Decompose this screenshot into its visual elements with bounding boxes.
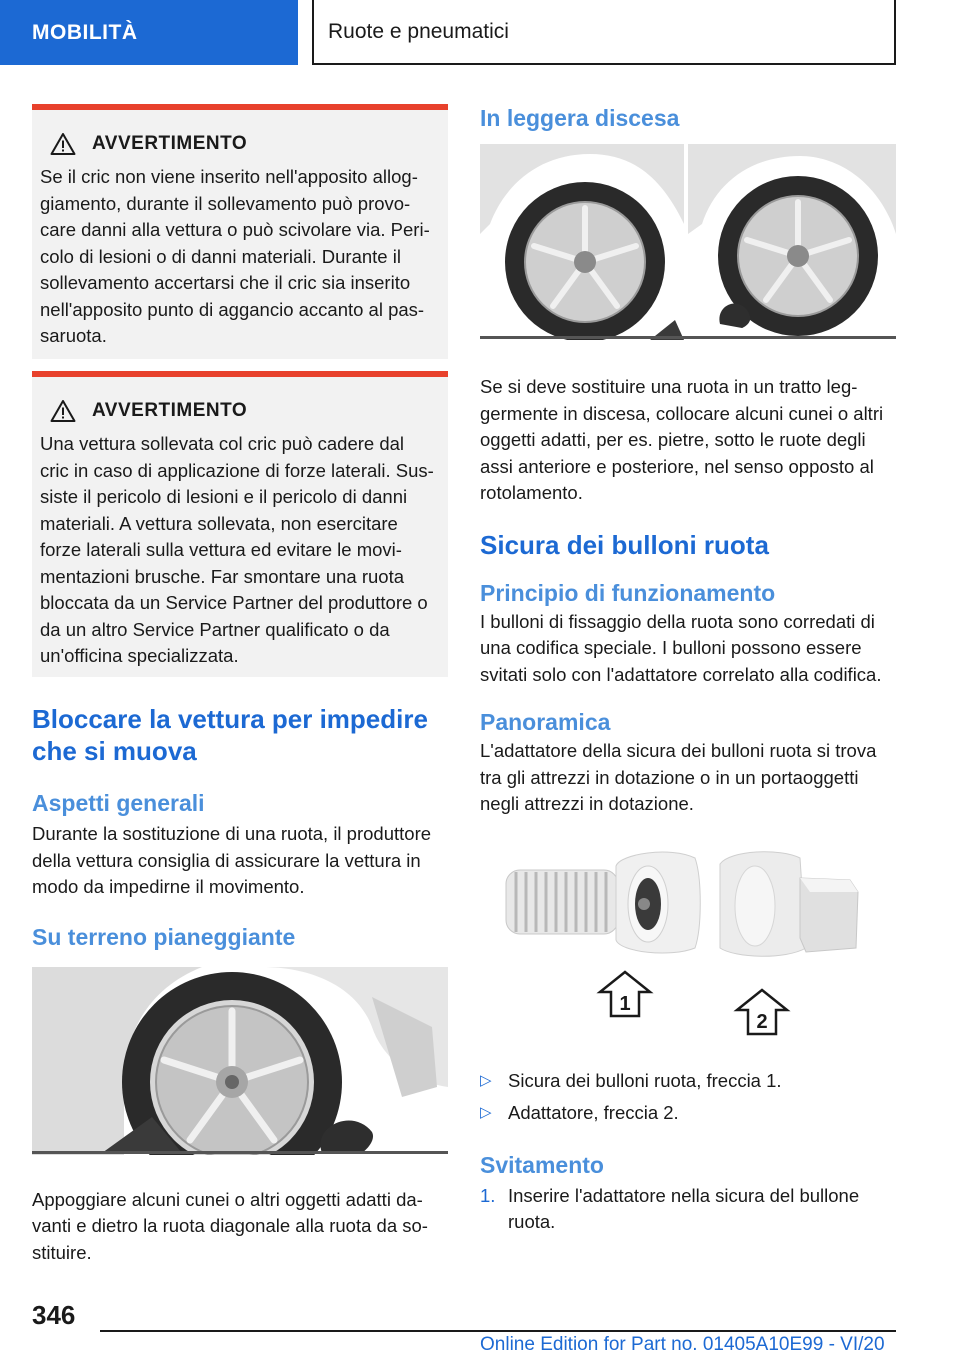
arrow-2-label: 2 bbox=[756, 1010, 768, 1033]
footer-edition: Online Edition for Part no. 01405A10E99 - VI/20 bbox=[480, 1334, 885, 1355]
triangle-bullet-icon: ▷ bbox=[480, 1071, 492, 1089]
warning-triangle-icon bbox=[50, 132, 76, 156]
left-column bbox=[32, 104, 448, 1266]
warning-text: Una vettura sollevata col cric può cadere dal cric in caso di applicazione di forze laterali. Sus- siste il pericolo di lesioni e il pericolo di danni materiali. A vettura sollevata, non esercitare forze laterali sulla vettura ed evitare le movi- mentazioni brusche. Far smontare una ruota bloccata da un Service Partner del produttore o da un altro Service Partner qualificato o da un'officina specializzata. bbox=[40, 433, 434, 666]
adapter-illustration bbox=[720, 851, 858, 956]
list-item: ▷ Sicura dei bulloni ruota, freccia 1. bbox=[480, 1068, 896, 1095]
illustration-wheel-chocks-flat bbox=[32, 967, 448, 1155]
arrow-1-icon bbox=[600, 972, 650, 1016]
subheading-flat-ground: Su terreno pianeggiante bbox=[32, 923, 296, 950]
right-column bbox=[480, 104, 896, 1236]
warning-title: AVVERTIMENTO bbox=[92, 400, 248, 421]
warning-triangle-icon bbox=[50, 399, 76, 423]
footer-divider bbox=[100, 1330, 896, 1332]
paragraph-principle: I bulloni di fissaggio della ruota sono corredati di una codifica speciale. I bulloni possono essere svitati solo con l'adattatore correlato alla codifica. bbox=[480, 610, 882, 685]
paragraph-overview: L'adattatore della sicura dei bulloni ruota si trova tra gli attrezzi in dotazione o in un portaoggetti negli attrezzi in dotazione. bbox=[480, 740, 877, 814]
warning-box-jack-position bbox=[32, 104, 448, 359]
paragraph-slope: Se si deve sostituire una ruota in un tratto leg- germente in discesa, collocare alcuni cunei o altri oggetti adatti, per es. pietre, sotto le ruote degli assi anteriore e posteriore, nel senso opposto al rotolamento. bbox=[480, 376, 884, 503]
arrow-2-icon bbox=[737, 990, 787, 1034]
arrow-1-label: 1 bbox=[619, 992, 631, 1015]
section-heading-wheel-lock: Sicura dei bulloni ruota bbox=[480, 529, 769, 560]
paragraph-flat-ground: Appoggiare alcuni cunei o altri oggetti adatti da- vanti e dietro la ruota diagonale alla ruota da so- stituire. bbox=[32, 1188, 428, 1263]
illustration-wheel-lock-adapter bbox=[480, 848, 896, 1048]
warning-title: AVVERTIMENTO bbox=[92, 133, 248, 154]
section-tab: MOBILITÀ bbox=[0, 0, 298, 65]
subheading-overview: Panoramica bbox=[480, 709, 611, 735]
warning-box-lifted-vehicle bbox=[32, 371, 448, 677]
subheading-general: Aspetti generali bbox=[32, 790, 205, 816]
list-item: ▷ Adattatore, freccia 2. bbox=[480, 1100, 896, 1127]
subheading-principle: Principio di funzionamento bbox=[480, 579, 776, 606]
subheading-unscrewing: Svitamento bbox=[480, 1151, 604, 1178]
paragraph-general: Durante la sostituzione di una ruota, il produttore della vettura consiglia di assicurare la vettura in modo da impedirne il movimento. bbox=[32, 823, 432, 897]
step-number: 1. bbox=[480, 1184, 496, 1206]
step-item: 1. Inserire l'adattatore nella sicura del bullone ruota. bbox=[480, 1183, 896, 1236]
warning-text: Se il cric non viene inserito nell'apposito allog- giamento, durante il sollevamento può provo- care danni alla vettura o può scivolare via. Peri- colo di lesioni o di danni materiali. Durante il sollevamento accertarsi che il cric sia inserito nell'apposito punto di aggancio accanto al pas- saruota. bbox=[40, 166, 430, 346]
lock-bolt-illustration bbox=[506, 852, 700, 953]
section-heading: Bloccare la vettura per impedire che si muova bbox=[32, 704, 428, 766]
chapter-title: Ruote e pneumatici bbox=[312, 0, 896, 65]
illustration-wheel-chocks-slope bbox=[480, 144, 896, 340]
triangle-bullet-icon: ▷ bbox=[480, 1104, 492, 1121]
subheading-slight-slope: In leggera discesa bbox=[480, 105, 680, 131]
page-number: 346 bbox=[32, 1300, 76, 1330]
